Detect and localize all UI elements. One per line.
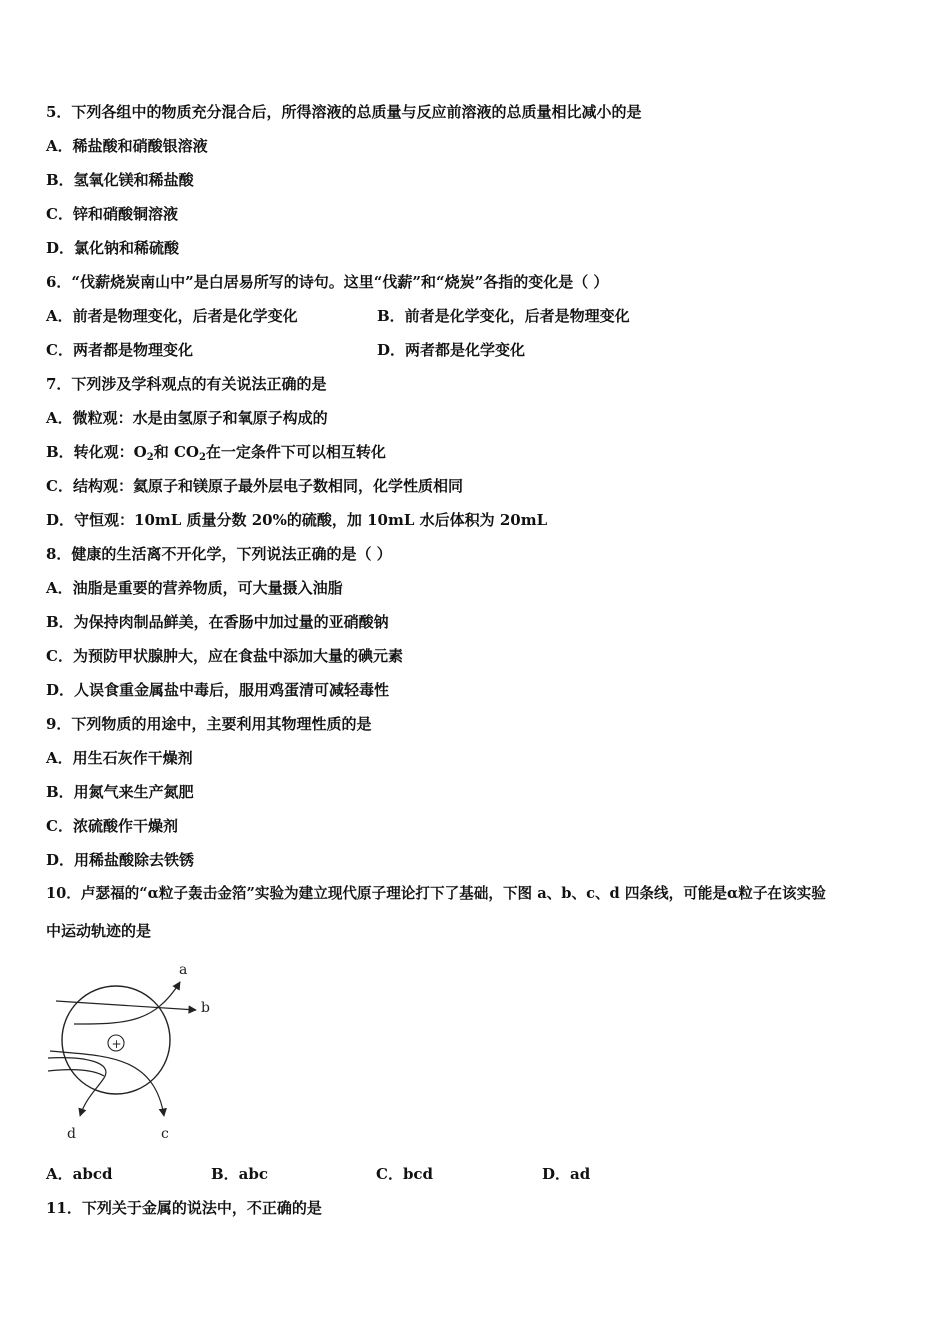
q8-option-b: B．为保持肉制品鲜美，在香肠中加过量的亚硝酸钠 [46,613,389,631]
q9-option-b: B．用氮气来生产氮肥 [46,783,194,801]
q10-option-b: B．abc [211,1165,269,1183]
q8-option-a: A．油脂是重要的营养物质，可大量摄入油脂 [46,579,343,597]
q7-option-b-mid: 和 CO [153,443,199,461]
q10-option-c: C．bcd [376,1165,434,1183]
q10-stem-line1: 10．卢瑟福的“α粒子轰击金箔”实验为建立现代原子理论打下了基础，下图 a、b、c、d 四条线，可能是α粒子在该实验 [46,885,826,902]
track-b [56,1001,196,1010]
q10-option-a: A．abcd [46,1165,113,1183]
q8-option-d: D．人误食重金属盐中毒后，服用鸡蛋清可减轻毒性 [46,681,390,699]
q5-option-a: A．稀盐酸和硝酸银溶液 [46,137,208,155]
nucleus-sign: + [111,1037,122,1051]
q8-option-c: C．为预防甲状腺肿大，应在食盐中添加大量的碘元素 [46,647,403,665]
track-d [48,1058,106,1116]
q7-option-b-suffix: 在一定条件下可以相互转化 [205,443,386,461]
q7-stem: 7．下列涉及学科观点的有关说法正确的是 [46,375,327,393]
q5-option-d: D．氯化钠和稀硫酸 [46,239,180,257]
q9-option-a: A．用生石灰作干燥剂 [46,749,193,767]
q6-option-b: B．前者是化学变化，后者是物理变化 [377,307,630,325]
q5-option-b: B．氢氧化镁和稀盐酸 [46,171,194,189]
label-b: b [201,1000,210,1016]
label-d: d [67,1126,76,1142]
q7-option-d: D．守恒观：10mL 质量分数 20%的硫酸，加 10mL 水后体积为 20mL [46,511,548,529]
q5-option-c: C．锌和硝酸铜溶液 [46,205,178,223]
q5-stem: 5．下列各组中的物质充分混合后，所得溶液的总质量与反应前溶液的总质量相比减小的是 [46,103,642,121]
q9-stem: 9．下列物质的用途中，主要利用其物理性质的是 [46,715,372,733]
q7-option-b-sub2: 2 [198,452,206,463]
q7-option-b-prefix: B．转化观：O [46,443,147,461]
q10-stem-line2: 中运动轨迹的是 [46,922,152,940]
label-c: c [161,1126,169,1142]
q8-stem: 8．健康的生活离不开化学，下列说法正确的是（ ） [46,545,392,563]
track-incoming [48,1070,104,1076]
label-a: a [179,962,188,978]
q9-option-d: D．用稀盐酸除去铁锈 [46,851,195,869]
q6-option-d: D．两者都是化学变化 [377,341,526,359]
q7-option-a: A．微粒观：水是由氢原子和氧原子构成的 [46,409,328,427]
q7-option-b [46,442,386,462]
q9-option-c: C．浓硫酸作干燥剂 [46,817,178,835]
q7-option-c: C．结构观：氦原子和镁原子最外层电子数相同，化学性质相同 [46,477,463,495]
q6-stem: 6．“伐薪烧炭南山中”是白居易所写的诗句。这里“伐薪”和“烧炭”各指的变化是（ ） [46,273,609,291]
q6-option-a: A．前者是物理变化，后者是化学变化 [46,307,298,325]
q7-option-b-sub1: 2 [146,452,154,463]
alpha-scattering-figure [44,958,224,1143]
q6-option-c: C．两者都是物理变化 [46,341,193,359]
q10-option-d: D．ad [542,1165,591,1183]
q11-stem: 11．下列关于金属的说法中，不正确的是 [46,1199,322,1217]
